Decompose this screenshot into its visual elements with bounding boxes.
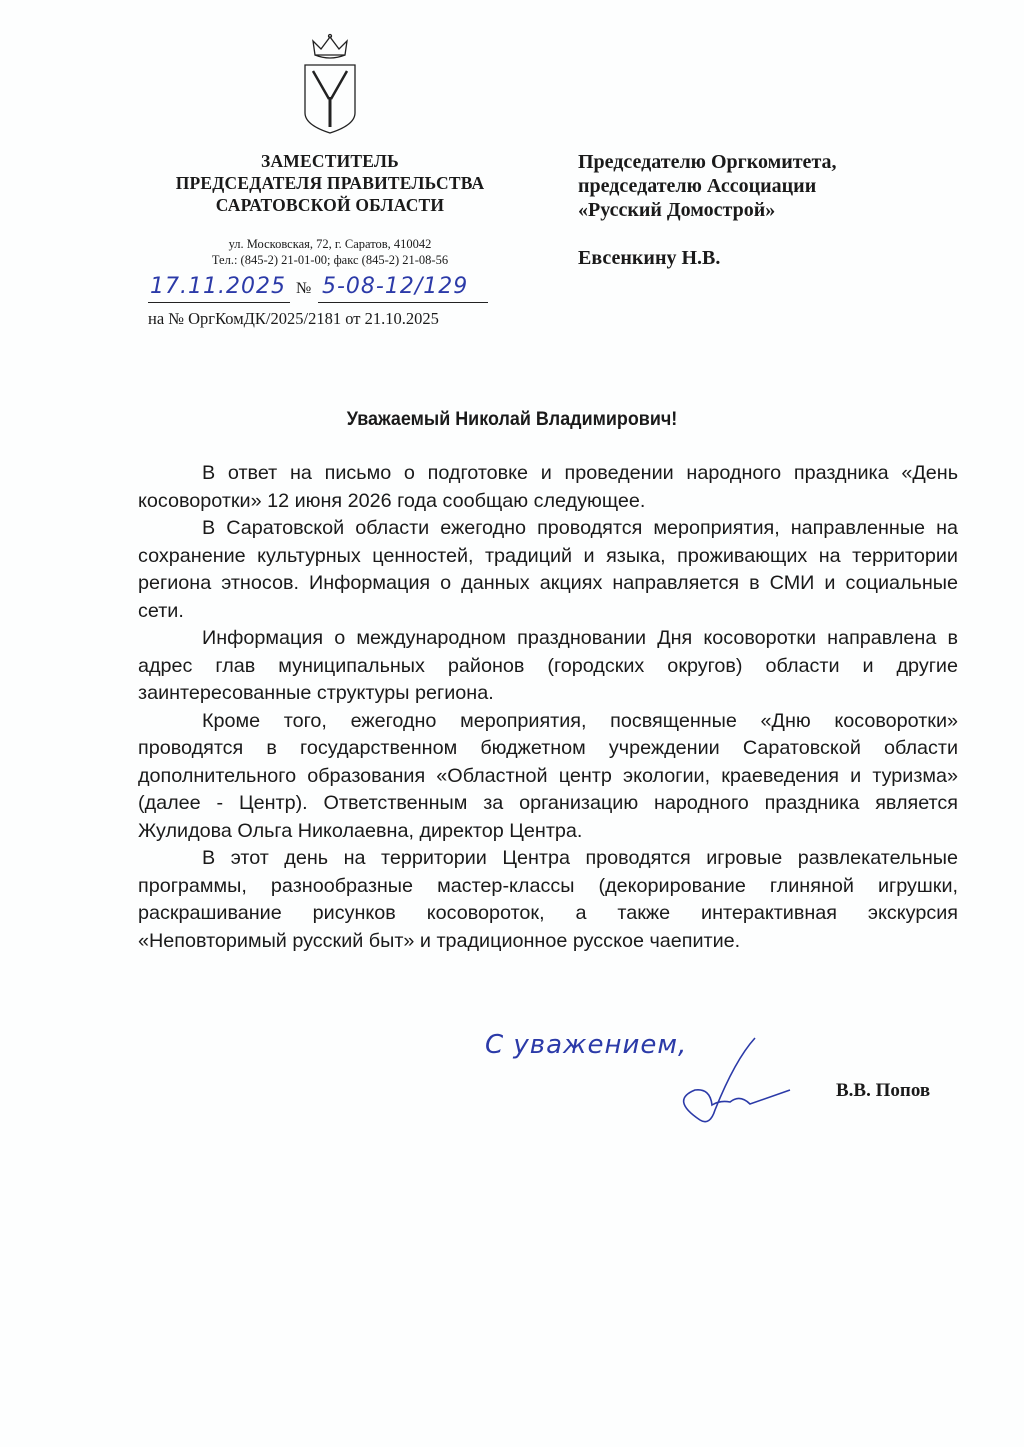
paragraph: В ответ на письмо о подготовке и проведении народного праздника «День косоворотки» 12 июня 2026 года сообщаю следующее. [138, 462, 958, 512]
signer-name: В.В. Попов [836, 1080, 931, 1101]
paragraph: В Саратовской области ежегодно проводятся мероприятия, направленные на сохранение культурных ценностей, традиций и языка, проживающих на территории региона этносов. Информация о данных акциях направляется в СМИ и социальные сети. [138, 517, 958, 622]
paragraph: Кроме того, ежегодно мероприятия, посвященные «Дню косоворотки» проводятся в государственном бюджетном учреждении Саратовской области дополнительного образования «Областной центр экологии, краеведения и туризма» (далее - Центр). Ответственным за организацию народного праздника является Жулидова Ольга Николаевна, директор Центра. [138, 709, 958, 842]
letterhead-line: ЗАМЕСТИТЕЛЬ [261, 151, 399, 171]
reference-number: на № ОргКомДК/2025/2181 от 21.10.2025 [148, 309, 439, 328]
letterhead-line: ПРЕДСЕДАТЕЛЯ ПРАВИТЕЛЬСТВА [175, 173, 485, 193]
addressee-line: председателю Ассоциации [578, 175, 817, 197]
letterhead-contacts [140, 236, 520, 268]
closing-handwritten: С уважением, [485, 1030, 688, 1060]
letterhead-line: САРАТОВСКОЙ ОБЛАСТИ [215, 195, 445, 215]
phone-fax: Тел.: (845-2) 21-01-00; факс (845-2) 21-08-56 [211, 253, 449, 267]
reg-date-handwritten: 17.11.2025 [150, 274, 286, 299]
addressee-line: Председателю Оргкомитета, [578, 151, 837, 173]
paragraph: Информация о международном праздновании Дня косоворотки направлена в адрес глав муниципальных районов (городских округов) области и другие заинтересованные структуры региона. [138, 627, 958, 704]
signature-icon [640, 1030, 800, 1130]
coat-of-arms-icon [285, 33, 375, 138]
addressee-block [578, 150, 978, 270]
addressee-name: Евсенкину Н.В. [578, 247, 721, 269]
paragraph: В этот день на территории Центра проводятся игровые развлекательные программы, разнообразные мастер-классы (декорирование глиняной игрушки, раскрашивание рисунков косовороток, а также интерактивная экскурсия «Неповторимый русский быт» и традиционное русское чаепитие. [138, 847, 958, 952]
address: ул. Московская, 72, г. Саратов, 410042 [228, 237, 432, 251]
letterhead-title [140, 150, 520, 216]
reg-number-handwritten: 5-08-12/129 [322, 274, 469, 299]
addressee-line: «Русский Домострой» [578, 199, 776, 221]
salutation: Уважаемый Николай Владимирович! [346, 408, 678, 430]
reg-number-label: № [296, 280, 312, 297]
letter-body [138, 460, 958, 955]
